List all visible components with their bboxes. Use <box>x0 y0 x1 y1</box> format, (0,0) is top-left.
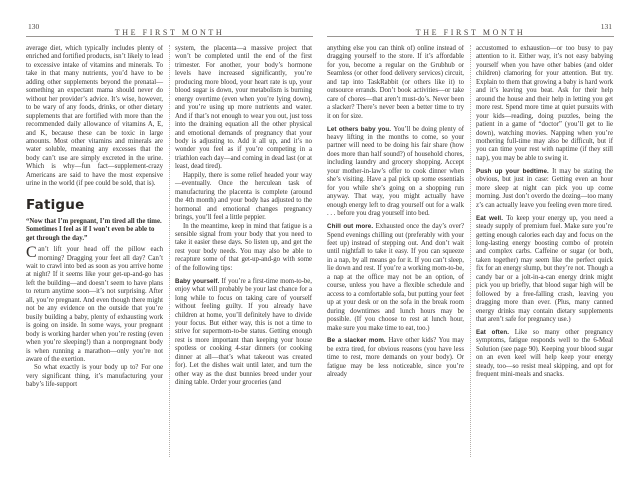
tip-lead: Push up your bedtime. <box>476 167 553 175</box>
tip-lead: Eat often. <box>476 329 515 336</box>
page-header-right <box>327 22 614 37</box>
page-header-left <box>26 22 313 37</box>
page-131-column-1 <box>327 45 464 457</box>
tip-paragraph: Let others baby you. You’ll be doing plenty of heavy lifting in the months to come, so your partner will need to be doing his fair share (how does more than half sound?) of household chores, including laundry and grocery shopping. Accept your mother-in-law’s offer to cook dinner when she’s visiting. Have a pal pick up some essentials for you while she’s going on a shopping run anyway. That way, you might actually have enough energy left to drag yourself out for a walk . . . before you drag yourself into bed. <box>327 125 464 218</box>
page-130-column-1 <box>26 45 163 457</box>
section-heading: Fatigue <box>26 196 85 213</box>
section-quote: “Now that I’m pregnant, I’m tired all the time. Sometimes I feel as if I won’t even be able to get through the day.” <box>26 217 162 242</box>
body-paragraph: average diet, which typically includes plenty of enriched and fortified products, isn’t likely to lead to excessive intake of vitamins and minerals. To take in that many nutrients, you’d have to be adding other supplements beyond the prenatal—something an expectant mama should never do without her provider’s advice. It’s wise, however, to be wary of any foods, drinks, or other dietary supplements that are fortified with more than the recommended daily allowance of vitamins A, E, and K, because these can be toxic in large amounts. Most other vitamins and minerals are water soluble, meaning any excesses that the body can’t use are simply excreted in the urine. Which is why—fun fact—supplement-crazy Americans are said to have the most expensive urine in the world (if pee could be sold, that is). <box>26 45 163 188</box>
tip-paragraph: Eat well. To keep your energy up, you need a steady supply of premium fuel. Make sure you’re getting enough calories each day and focus on the long-lasting energy boosting combo of protein and complex carbs. Caffeine or sugar (or both, taken together) may seem like the perfect quick fix for an energy slump, but they’re not. Though a candy bar or a jolt-in-a-can energy drink might pick you up briefly, that blood sugar high will be followed by a free-falling crash, leaving you dragging more than ever. (Plus, many canned energy drinks may contain dietary supplements that aren’t safe for pregnancy use.) <box>476 214 614 324</box>
tip-lead: Eat well. <box>476 214 507 222</box>
tip-lead: Be a slacker mom. <box>327 337 389 345</box>
page-131 <box>327 22 614 462</box>
body-paragraph: system, the placenta—a massive project that won’t be completed until the end of the first trimester. For another, your body’s hormone levels have increased significantly, you’re producing more blood, your heart rate is up, your blood sugar is down, your metabolism is burning energy overtime (even when you’re lying down), and you’re using up more nutrients and water. And if that’s not enough to wear you out, just toss into the draining equation all the other physical and emotional demands of pregnancy that your body is adjusting to. Add it all up, and it’s no wonder you feel as if you’re competing in a triathlon each day—and coming in dead last (or at least, dead tired). <box>175 45 312 171</box>
body-paragraph: accustomed to exhaustion—or too busy to pay attention to it. Either way, it’s not easy babying yourself when you have other babies (and older children) clamoring for your attention. But try. Explain to them that growing a baby is hard work and it’s leaving you beat. Ask for their help around the house and their help in letting you get more rest. Spend more time at quiet pursuits with your kids—reading, doing puzzles, being the patient in a game of “doctor” (you’ll get to lie down), watching movies. Napping when you’re mothering full-time may also be difficult, but if you can time your rest with naptime (if they still nap), you may be able to swing it. <box>476 45 613 162</box>
drop-cap: C <box>26 244 37 262</box>
page-130-column-2 <box>169 45 312 457</box>
page-131-column-2 <box>470 45 613 457</box>
page-number-right: 131 <box>600 22 612 31</box>
page-130-columns <box>26 45 313 457</box>
dropcap-paragraph: Can’t lift your head off the pillow each morning? Dragging your feet all day? Can’t wait to crawl into bed as soon as you arrive home at night? If it seems like your get-up-and-go has left the building—and doesn’t seem to have plans to return anytime soon—it’s not surprising. After all, you’re pregnant. And even though there might not be any evidence on the outside that you’re busily building a baby, plenty of exhausting work is going on inside. In some ways, your pregnant body is working harder when you’re resting (even when you’re sleeping!) than a nonpregnant body is when running a marathon—only you’re not aware of the exertion. <box>26 244 163 363</box>
body-paragraph: So what exactly is your body up to? For one very significant thing, it’s manufacturing your baby’s life-support <box>26 364 163 389</box>
tip-paragraph: Eat often. Like so many other pregnancy symptoms, fatigue responds well to the 6-Meal Solution (see page 90). Keeping your blood sugar on an even keel will help keep your energy steady, too—so resist meal skipping, and opt for frequent mini-meals and snacks. <box>476 329 613 379</box>
tip-paragraph: Chill out more. Exhausted once the day’s over? Spend evenings chilling out (preferably with your feet up) instead of stepping out. And don’t wait until nightfall to take it easy. If you can squeeze in a nap, by all means go for it. If you can’t sleep, lie down and rest. If you’re a working mom-to-be, a nap at the office may not be an option, of course, unless you have a flexible schedule and access to a comfortable sofa, but putting your feet up at your desk or on the sofa in the break room during downtimes and lunch hours may be possible. (If you choose to rest at lunch hour, make sure you make time to eat, too.) <box>327 223 464 332</box>
tip-lead: Baby yourself. <box>175 277 222 285</box>
running-head-right: THE FIRST MONTH <box>415 28 526 37</box>
page-130 <box>26 22 313 462</box>
page-131-columns <box>327 45 614 457</box>
body-paragraph: In the meantime, keep in mind that fatigue is a sensible signal from your body that you need to take it easier these days. So listen up, and get the rest your body needs. You may also be able to recapture some of that get-up-and-go with some of the following tips: <box>175 222 312 272</box>
page-number-left: 130 <box>28 22 40 31</box>
body-paragraph: anything else you can think of) online instead of dragging yourself to the store. If it’s affordable for you, become a regular on the Grubhub or Seamless (or other food delivery services) circuit, and tap into TaskRabbit (or others like it) to outsource errands. Don’t book activities—or take care of chores—that aren’t must-do’s. Never been a slacker? There’s never been a better time to try it on for size. <box>327 45 464 120</box>
running-head-left: THE FIRST MONTH <box>114 28 225 37</box>
tip-lead: Let others baby you. <box>327 125 394 133</box>
body-paragraph: Happily, there is some relief headed your way—eventually. Once the herculean task of manufacturing the placenta is complete (around the 4th month) and your body has adjusted to the hormonal and emotional changes pregnancy brings, you’ll feel a little peppier. <box>175 171 312 222</box>
tip-paragraph: Be a slacker mom. Have other kids? You may be extra tired, for obvious reasons (you have less time to rest, more demands on your body). Or fatigue may be less noticeable, since you’re already <box>327 337 464 379</box>
tip-lead: Chill out more. <box>327 223 376 231</box>
tip-paragraph: Push up your bedtime. It may be stating the obvious, but just in case: Getting even an hour more sleep at night can pick you up come morning. Just don’t overdo the dozing—too many z’s can actually leave you feeling even more tired. <box>476 167 613 209</box>
tip-paragraph: Baby yourself. If you’re a first-time mom-to-be, enjoy what will probably be your last chance for a long while to focus on taking care of yourself without feeling guilty. If you already have children at home, you’ll definitely have to divide your focus. But either way, this is not a time to strive for supermom-to-be status. Getting enough rest is more important than keeping your house spotless or cooking 4-star dinners (or cooking dinner at all—that’s what takeout was created for). Let the dishes wait until later, and turn the other way as the dust bunnies breed under your dining table. Order your groceries (and <box>175 277 312 387</box>
